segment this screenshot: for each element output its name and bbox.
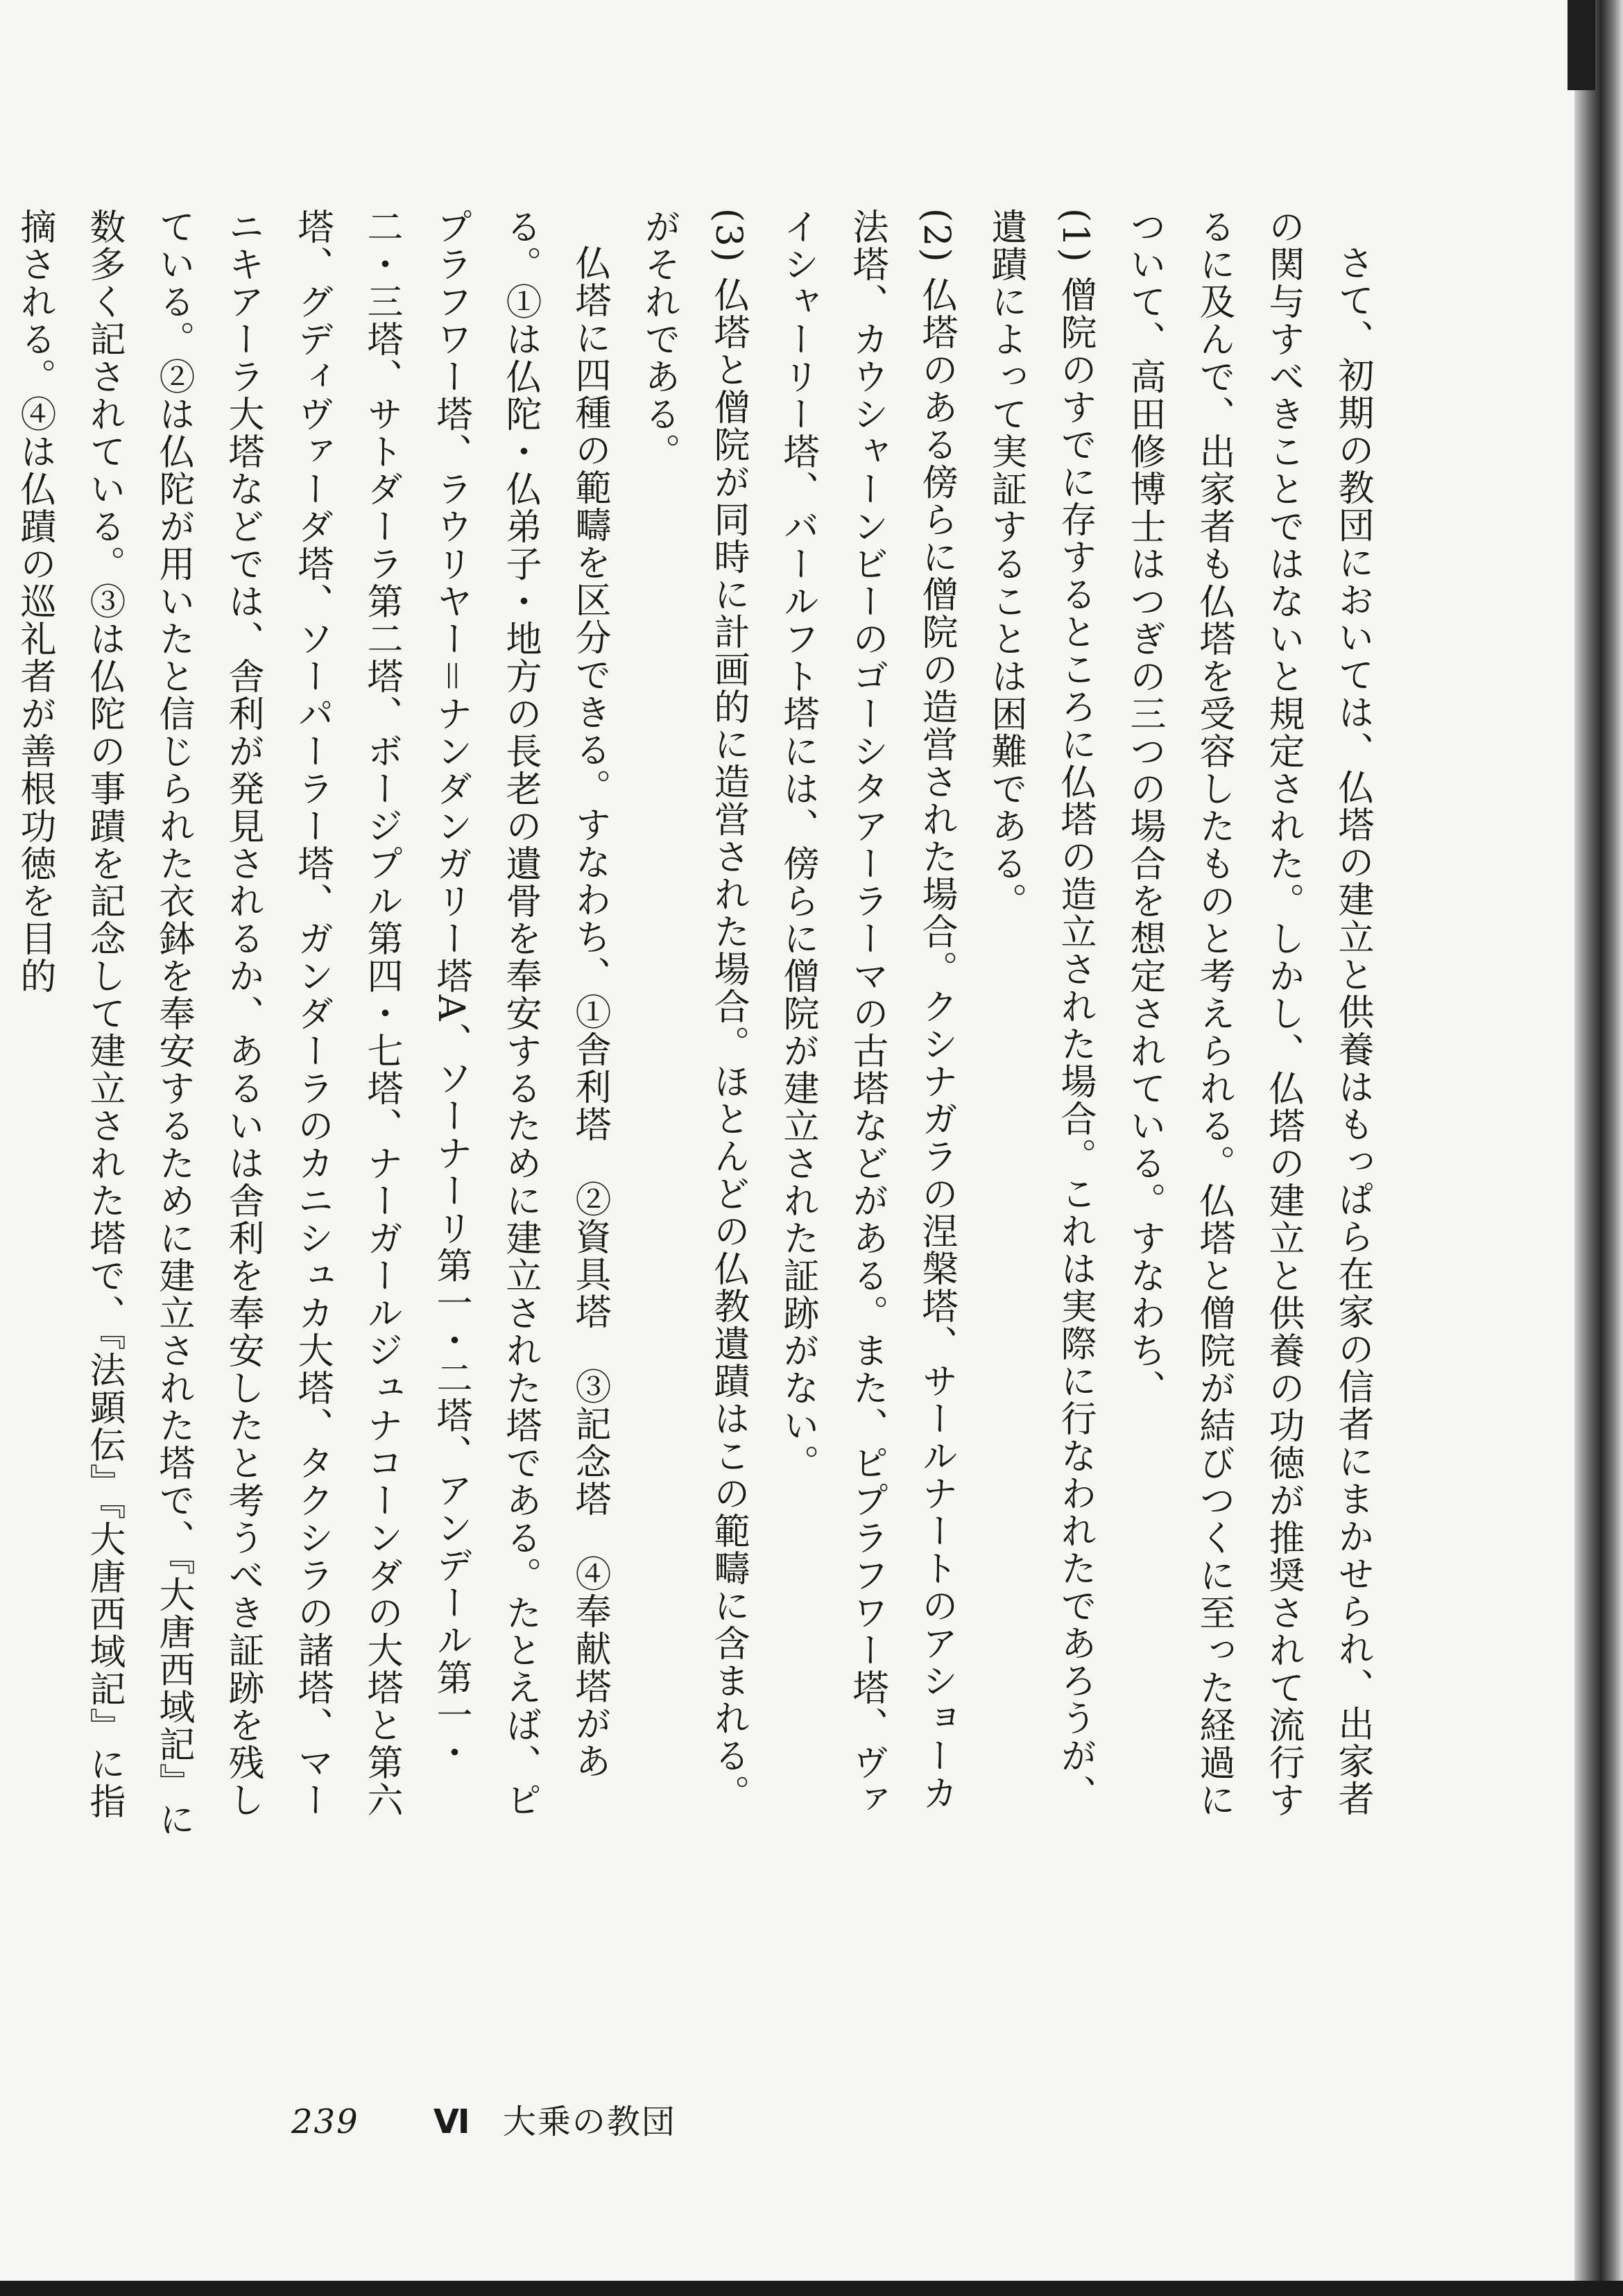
list-item-number: (3) [707, 208, 749, 264]
list-item-2 [763, 208, 971, 1845]
list-item-number: (2) [916, 208, 957, 264]
scan-bottom-edge [0, 2281, 1623, 2296]
list-item-1 [971, 208, 1110, 1845]
paragraph-after-list: がそれである。 [638, 208, 680, 470]
list-item-text: 僧院のすでに存するところに仏塔の造立された場合。これは実際に行なわれたであろうが、遺蹟によって実証することは困難である。 [985, 208, 1096, 1813]
paragraph-stupa-categories: 仏塔に四種の範疇を区分できる。すなわち、①舎利塔 ②資具塔 ③記念塔 ④奉献塔がある。①は仏陀・仏弟子・地方の長老の遺骨を奉安するために建立された塔である。たとえば、ピプラフワー塔、ラウリヤー＝ナンダンガリー塔A、ソーナーリ第一・二塔、アンデール第一・二・三塔、サトダーラ第二塔、ボージプル第四・七塔、ナーガールジュナコーンダの大塔と第六塔、グディヴァーダ塔、ソーパーラー塔、ガンダーラのカニシュカ大塔、タクシラの諸塔、マーニキアーラ大塔などでは、舎利が発見されるか、あるいは舎利を奉安したと考うべき証跡を残している。②は仏陀が用いたと信じられた衣鉢を奉安するために建立された塔で、『大唐西域記』に数多く記されている。③は仏陀の事蹟を記念して建立された塔で、『法顕伝』『大唐西域記』に指摘される。④は仏蹟の巡礼者が善根功徳を目的 [14, 208, 610, 1838]
list-item-text: 仏塔と僧院が同時に計画的に造営された場合。ほとんどの仏教遺蹟はこの範疇に含まれる。 [707, 276, 749, 1813]
vertical-text-block [14, 208, 1387, 1845]
book-spine-shadow [1574, 0, 1623, 2296]
scan-edge-mark [1568, 0, 1595, 90]
list-item-text: 仏塔のある傍らに僧院の造営された場合。クシナガラの涅槃塔、サールナートのアショーカ法塔、カウシャーンビーのゴーシタアーラーマの古塔などがある。また、ピプラフワー塔、ヴァイシャーリー塔、バールフト塔には、傍らに僧院が建立された証跡がない。 [777, 208, 957, 1819]
page-number: 239 [291, 2102, 359, 2141]
chapter-numeral: Ⅵ [433, 2102, 472, 2141]
chapter-title: 大乗の教団 [502, 2102, 676, 2141]
list-item-3 [694, 208, 763, 1845]
page-footer [291, 2095, 676, 2143]
paragraph-intro: さて、初期の教団においては、仏塔の建立と供養はもっぱら在家の信者にまかせられ、出家者の関与すべきことではないと規定された。しかし、仏塔の建立と供養の功徳が推奨されて流行するに及んで、出家者も仏塔を受容したものと考えられる。仏塔と僧院が結びつくに至った経過について、高田修博士はつぎの三つの場合を想定されている。すなわち、 [1124, 208, 1373, 1819]
list-item-number: (1) [1054, 208, 1096, 264]
